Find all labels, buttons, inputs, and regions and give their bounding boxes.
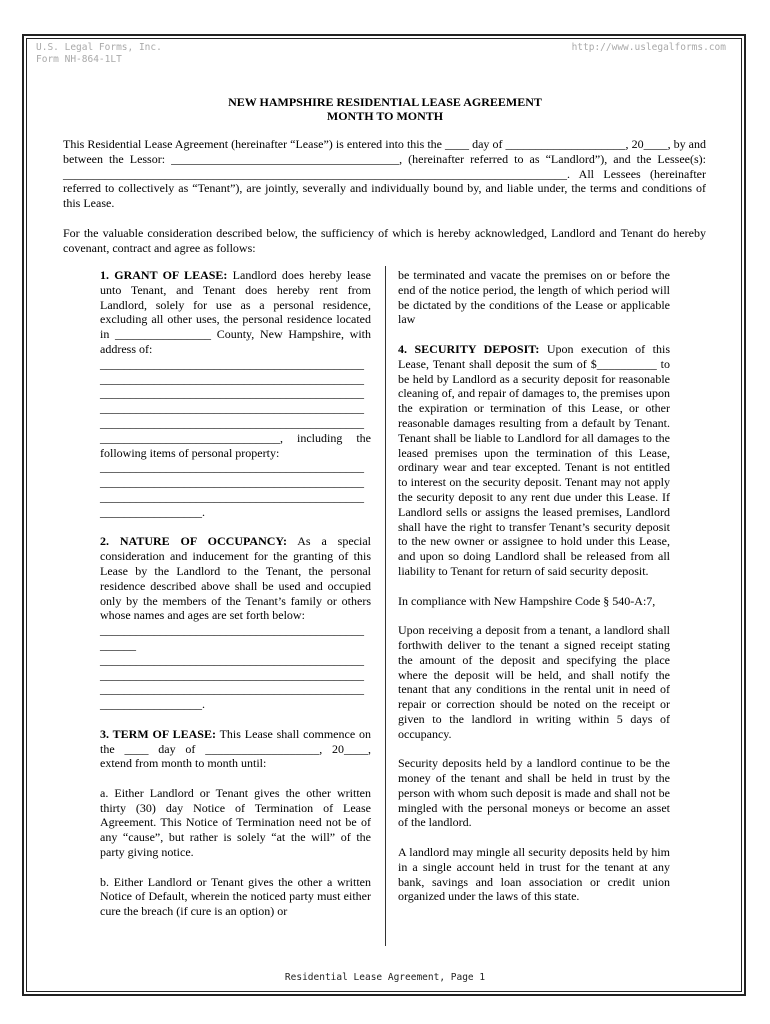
address-blank-2: ____________________________________________: [100, 371, 364, 386]
section-occupancy: [100, 534, 371, 712]
right-column: [398, 268, 670, 904]
deposit-body: Upon execution of this Lease, Tenant shall deposit the sum of $__________ to be held by Landlord as a security deposit for reasonable cleaning of, and repair of damages to, the premises upon the expiration or termination of this Lease, or other reasonable damages resulting from a default by Tenant. Tenant shall be liable to Landlord for all damages to the leased premises upon the termination of this Lease, ordinary wear and tear excepted. Tenant is not entitled to interest on the security deposit. Tenant may not apply the security deposit to any rent due under this Lease. If Landlord sells or assigns the leased premises, Landlord shall have the right to transfer Tenant’s security deposit to the new owner or assignee to hold under this Lease, and upon so doing Landlord shall be released from all liability to Tenant for return of said security deposit.: [398, 341, 670, 578]
consideration-paragraph: For the valuable consideration described below, the sufficiency of which is hereby acknowledged, Landlord and Tenant do hereby covenant, contract and agree as follows:: [63, 225, 706, 255]
address-blank-5: ____________________________________________: [100, 415, 364, 430]
header-left: [36, 42, 162, 66]
occupant-blank-3: ____________________________________________: [100, 667, 364, 682]
property-blank-3: ____________________________________________: [100, 489, 364, 504]
intro-section: [63, 137, 706, 255]
deposit-compliance: In compliance with New Hampshire Code § 540-A:7,: [398, 593, 656, 608]
header-url[interactable]: http://www.uslegalforms.com: [571, 42, 726, 53]
occupant-blank-4: ____________________________________________: [100, 682, 364, 697]
term-item-b: b. Either Landlord or Tenant gives the other a written Notice of Default, wherein the noticed party must either cure the breach (if cure is an option) or: [100, 874, 371, 919]
term-item-b-continued: be terminated and vacate the premises on or before the end of the notice period, the length of which period will be dictated by the conditions of the Lease or applicable law: [398, 268, 670, 327]
term-body: This Lease shall commence on the ____ day of ___________________, 20____, extend from month to month until:: [100, 726, 372, 771]
occupant-blank-end: _________________.: [100, 697, 205, 712]
address-blank-4: ____________________________________________: [100, 401, 364, 416]
term-heading: 3. TERM OF LEASE:: [100, 726, 216, 741]
deposit-mingle: A landlord may mingle all security deposits held by him in a single account held in trust for the tenant at any bank, savings and loan association or credit union organized under the laws of this state.: [398, 845, 670, 904]
section-grant: [100, 268, 371, 520]
term-item-a: a. Either Landlord or Tenant gives the other written thirty (30) day Notice of Termination of Lease Agreement. This Notice of Termination need not be of any “cause”, but rather is solely “at the will” of the party giving notice.: [100, 785, 371, 860]
deposit-money-of-tenant: Security deposits held by a landlord continue to be the money of the tenant and shall be held in trust by the person with whom such deposit is made and shall not be mingled with the personal moneys or become an asset of the landlord.: [398, 756, 670, 830]
section-term: [100, 727, 371, 771]
occupancy-body: As a special consideration and inducement for the granting of this Lease by the Landlord to the Tenant, the personal residence described above shall be used and occupied only by the members of the Tenant’s family or others whose names and ages are set forth below:: [100, 534, 371, 623]
column-divider: [385, 266, 386, 946]
intro-paragraph: This Residential Lease Agreement (hereinafter “Lease”) is entered into this the ____ day of ____________________, 20____, by and between the Lessor: ______________________________________, (hereinafter referred to as “Landlord”), and the Lessee(s): ____________________________________________________________________________________. All Lessees (hereinafter referred to collectively as “Tenant”), are jointly, severally and individually bound by, and liable under, the terms and conditions of this Lease.: [63, 137, 706, 211]
deposit-heading: 4. SECURITY DEPOSIT:: [398, 341, 540, 356]
company-name: U.S. Legal Forms, Inc.: [36, 42, 162, 53]
section-deposit: [398, 342, 670, 579]
grant-heading: 1. GRANT OF LEASE:: [100, 268, 228, 282]
document-title: NEW HAMPSHIRE RESIDENTIAL LEASE AGREEMENT: [228, 95, 542, 109]
occupancy-heading: 2. NATURE OF OCCUPANCY:: [100, 534, 287, 549]
occupant-blank-stub: ______: [100, 637, 136, 652]
occupant-blank-2: ____________________________________________: [100, 652, 364, 667]
grant-body: Landlord does hereby lease unto Tenant, and Tenant does hereby rent from Landlord, solely for use as a personal residence, excluding all other uses, the personal residence located in ________________ County, New Hampshire, with address of:: [100, 268, 371, 356]
property-blank-end: _________________.: [100, 504, 205, 519]
property-blank-1: ____________________________________________: [100, 460, 364, 475]
left-column: [100, 268, 371, 919]
page-footer: Residential Lease Agreement, Page 1: [284, 972, 486, 983]
occupant-blank-1: ____________________________________________: [100, 623, 364, 638]
form-number: Form NH-864-1LT: [36, 54, 122, 65]
address-blank-1: ____________________________________________: [100, 356, 364, 371]
deposit-receipt: Upon receiving a deposit from a tenant, a landlord shall forthwith deliver to the tenant a signed receipt stating the amount of the deposit and specifying the place where the deposit will be held, and shall notify the tenant that any conditions in the rental unit in need of repair or correction should be noted on the receipt or given to the landlord in writing within 5 days of occupancy.: [398, 623, 670, 741]
address-blank-3: ____________________________________________: [100, 386, 364, 401]
including-line: ______________________________, including the following items of personal property:: [100, 430, 371, 460]
property-blank-2: ____________________________________________: [100, 475, 364, 490]
document-subtitle: MONTH TO MONTH: [326, 109, 444, 123]
